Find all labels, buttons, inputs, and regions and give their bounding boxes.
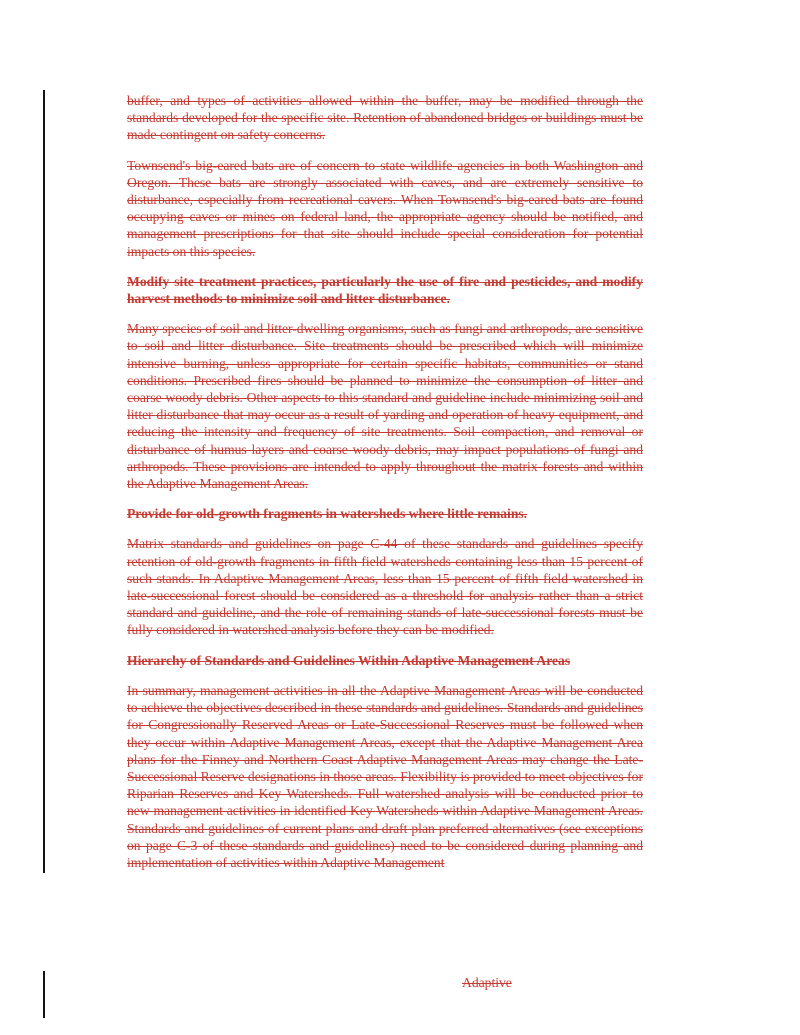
page-footer <box>462 974 512 991</box>
heading-old-growth-fragments: Provide for old-growth fragments in watersheds where little remains. <box>127 506 528 522</box>
paragraph-buffer-modification: buffer, and types of activities allowed within the buffer, may be modified through the standards developed for the specific site. Retention of abandoned bridges or buildings must be made contingent on safety concerns. <box>127 93 643 143</box>
heading-hierarchy-standards-guidelines: Hierarchy of Standards and Guidelines Within Adaptive Management Areas <box>127 652 571 668</box>
footer-deleted-word: Adaptive <box>462 975 512 990</box>
body-text-block <box>127 92 643 884</box>
heading-modify-site-treatment: Modify site treatment practices, particularly the use of fire and pesticides, and modify harvest methods to minimize soil and litter disturbance. <box>127 273 643 307</box>
revision-change-bar-top <box>43 90 45 873</box>
paragraph-townsends-bats: Townsend's big-eared bats are of concern to state wildlife agencies in both Washington and Oregon. These bats are strongly associated with caves, and are extremely sensitive to disturbance, especially from recreational cavers. When Townsend's big-eared bats are found occupying caves or mines on federal land, the appropriate agency should be notified, and management prescriptions for that site should include special consideration for potential impacts on this species. <box>127 157 643 259</box>
paragraph-in-summary: In summary, management activities in all the Adaptive Management Areas will be conducted to achieve the objectives described in these standards and guidelines. Standards and guidelines for Congressionally Reserved Areas or Late-Successional Reserves must be followed when they occur within Adaptive Management Areas, except that the Adaptive Management Area plans for the Finney and Northern Coast Adaptive Management Areas may change the Late-Successional Reserve designations in those areas. Flexibility is provided to meet objectives for Riparian Reserves and Key Watersheds. Full watershed analysis will be conducted prior to new management activities in identified Key Watersheds within Adaptive Management Areas. Standards and guidelines of current plans and draft plan preferred alternatives (see exceptions on page C-3 of these standards and guidelines) need to be considered during planning and implementation of activities within Adaptive Management <box>127 682 643 870</box>
paragraph-soil-litter-organisms: Many species of soil and litter-dwelling organisms, such as fungi and arthropods, are sensitive to soil and litter disturbance. Site treatments should be prescribed which will minimize intensive burning, unless appropriate for certain specific habitats, communities or stand conditions. Prescribed fires should be planned to minimize the consumption of litter and coarse woody debris. Other aspects to this standard and guideline include minimizing soil and litter disturbance that may occur as a result of yarding and operation of heavy equipment, and reducing the intensity and frequency of site treatments. Soil compaction, and removal or disturbance of humus layers and coarse woody debris, may impact populations of fungi and arthropods. These provisions are intended to apply throughout the matrix forests and within the Adaptive Management Areas. <box>127 321 643 492</box>
revision-change-bar-bottom <box>43 971 45 1018</box>
paragraph-matrix-standards: Matrix standards and guidelines on page C-44 of these standards and guidelines specify retention of old-growth fragments in fifth field watersheds containing less than 15 percent of such stands. In Adaptive Management Areas, less than 15 percent of fifth field watershed in late-successional forest should be considered as a threshold for analysis rather than a strict standard and guideline, and the role of remaining stands of late-successional forests must be fully considered in watershed analysis before they can be modified. <box>127 536 643 638</box>
